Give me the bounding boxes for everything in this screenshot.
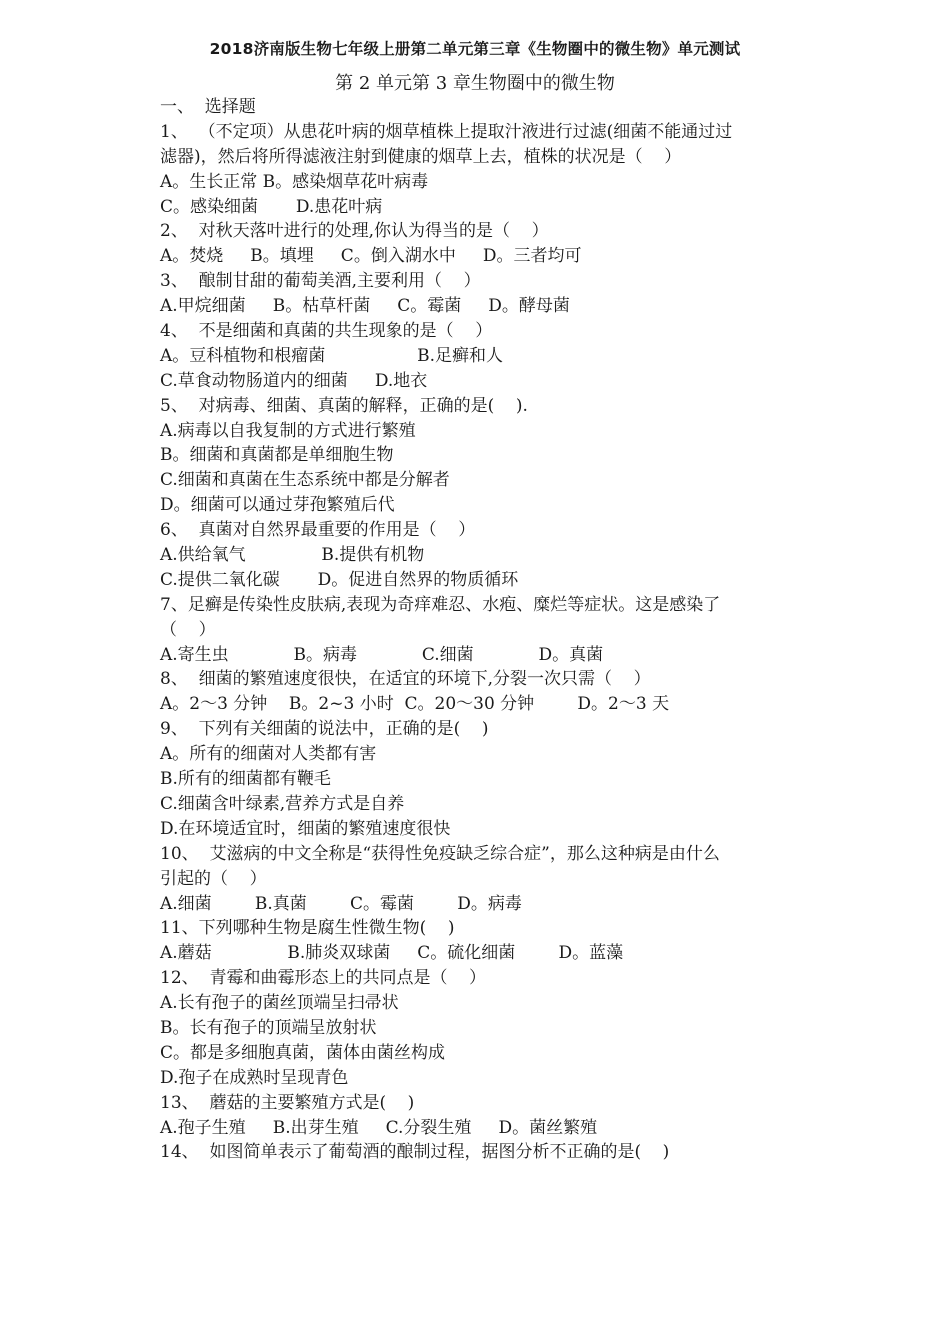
text-line: C.草食动物肠道内的细菌 D.地衣 bbox=[160, 370, 428, 391]
text-line: C。都是多细胞真菌，菌体由菌丝构成 bbox=[160, 1042, 446, 1063]
text-line: C。感染细菌 D.患花叶病 bbox=[160, 196, 383, 217]
text-line: C.细菌和真菌在生态系统中都是分解者 bbox=[160, 470, 450, 491]
text-line: 14、 如图简单表示了葡萄酒的酿制过程，据图分析不正确的是( ) bbox=[160, 1142, 670, 1163]
text-line: A。豆科植物和根瘤菌 B.足癣和人 bbox=[160, 345, 504, 366]
text-line: B.所有的细菌都有鞭毛 bbox=[160, 769, 331, 790]
text-line: 6、 真菌对自然界最重要的作用是（ ） bbox=[160, 520, 476, 541]
text-line: 11、下列哪种生物是腐生性微生物( ) bbox=[160, 918, 455, 939]
text-line: A.孢子生殖 B.出芽生殖 C.分裂生殖 D。菌丝繁殖 bbox=[160, 1117, 598, 1138]
text-line: C.提供二氧化碳 D。促进自然界的物质循环 bbox=[160, 569, 519, 590]
text-line: A.甲烷细菌 B。枯草杆菌 C。霉菌 D。酵母菌 bbox=[160, 296, 570, 317]
text-line: A.供给氧气 B.提供有机物 bbox=[160, 545, 425, 566]
text-line: （ ） bbox=[160, 619, 216, 640]
text-line: A.蘑菇 B.肺炎双球菌 C。硫化细菌 D。蓝藻 bbox=[160, 943, 624, 964]
text-line: 1、 （不定项）从患花叶病的烟草植株上提取汁液进行过滤(细菌不能通过过 bbox=[160, 121, 733, 142]
text-line: A.寄生虫 B。病毒 C.细菌 D。真菌 bbox=[160, 644, 604, 665]
text-line: A.细菌 B.真菌 C。霉菌 D。病毒 bbox=[160, 893, 522, 914]
text-line: A。生长正常 B。感染烟草花叶病毒 bbox=[160, 171, 429, 192]
text-line: A.长有孢子的菌丝顶端呈扫帚状 bbox=[160, 993, 399, 1014]
text-line: A。所有的细菌对人类都有害 bbox=[160, 744, 377, 765]
text-line: A。2～3 分钟 B。2~3 小时 C。20～30 分钟 D。2～3 天 bbox=[160, 694, 670, 715]
text-line: 4、 不是细菌和真菌的共生现象的是（ ） bbox=[160, 321, 493, 342]
text-line: 一、 选择题 bbox=[160, 97, 256, 117]
text-line: A。焚烧 B。填埋 C。倒入湖水中 D。三者均可 bbox=[160, 246, 582, 267]
text-line: B。长有孢子的顶端呈放射状 bbox=[160, 1017, 377, 1038]
text-line: 10、 艾滋病的中文全称是“获得性免疫缺乏综合症”，那么这种病是由什么 bbox=[160, 843, 720, 864]
text-line: 5、 对病毒、细菌、真菌的解释，正确的是( ). bbox=[160, 395, 528, 416]
text-line: B。细菌和真菌都是单细胞生物 bbox=[160, 445, 394, 466]
text-line: 7、足癣是传染性皮肤病,表现为奇痒难忍、水疱、糜烂等症状。这是感染了 bbox=[160, 594, 721, 615]
text-line: D。细菌可以通过芽孢繁殖后代 bbox=[160, 495, 395, 516]
text-line: 滤器)，然后将所得滤液注射到健康的烟草上去，植株的状况是（ ） bbox=[160, 146, 682, 167]
text-line: 12、 青霉和曲霉形态上的共同点是（ ） bbox=[160, 968, 487, 989]
text-line: 2、 对秋天落叶进行的处理,你认为得当的是（ ） bbox=[160, 221, 549, 242]
text-line: 3、 酿制甘甜的葡萄美酒,主要利用（ ） bbox=[160, 271, 481, 292]
text-line: 13、 蘑菇的主要繁殖方式是( ) bbox=[160, 1092, 415, 1113]
question-list bbox=[160, 95, 800, 1165]
text-line: 8、 细菌的繁殖速度很快，在适宜的环境下,分裂一次只需（ ） bbox=[160, 669, 651, 690]
text-line: D.孢子在成熟时呈现青色 bbox=[160, 1067, 349, 1088]
text-line: 9、 下列有关细菌的说法中，正确的是( ) bbox=[160, 719, 489, 740]
text-line: D.在环境适宜时，细菌的繁殖速度很快 bbox=[160, 818, 451, 839]
text-line: A.病毒以自我复制的方式进行繁殖 bbox=[160, 420, 416, 441]
text-line: C.细菌含叶绿素,营养方式是自养 bbox=[160, 793, 405, 814]
document-subtitle: 第 2 单元第 3 章生物圈中的微生物 bbox=[335, 73, 615, 94]
document-title: 2018济南版生物七年级上册第二单元第三章《生物圈中的微生物》单元测试 bbox=[209, 40, 741, 58]
text-line: 引起的（ ） bbox=[160, 868, 267, 889]
